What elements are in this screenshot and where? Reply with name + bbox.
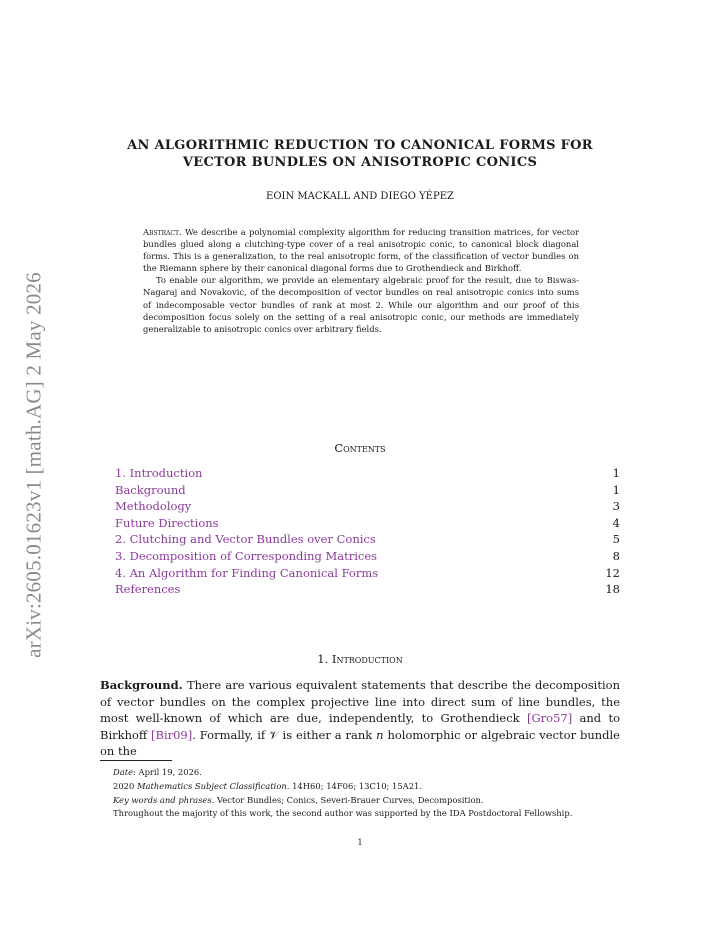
toc-link[interactable]: Future Directions bbox=[115, 515, 219, 530]
abstract-paragraph-2: To enable our algorithm, we provide an elementary algebraic proof for the result, due to Biswas-Nagaraj and Novakovic, of the decomposition of vector bundles on real anisotropic conics into sums of indecomposable vector bundles of rank at most 2. While our algorithm and our proof of this decomposition focus solely on the setting of a real anisotropic conic, our methods are immediately generalizable to anisotropic conics over arbitrary fields. bbox=[143, 275, 579, 334]
toc-page-number: 1 bbox=[612, 466, 620, 480]
toc-link[interactable]: References bbox=[115, 582, 181, 597]
toc-page-number: 4 bbox=[612, 515, 620, 530]
contents-heading: Contents bbox=[334, 441, 386, 455]
footnote-date bbox=[100, 766, 620, 780]
intro-text: . Formally, if 𝒱 is either a rank bbox=[192, 727, 377, 742]
introduction-paragraph bbox=[100, 677, 620, 760]
title-line-1: AN ALGORITHMIC REDUCTION TO CANONICAL FORMS FOR bbox=[127, 138, 593, 153]
keywords-value: Vector Bundles; Conics, Severi-Brauer Curves, Decomposition. bbox=[214, 794, 484, 805]
toc-entry[interactable] bbox=[115, 565, 620, 582]
toc-page-number: 3 bbox=[612, 499, 620, 514]
toc-page-number: 1 bbox=[612, 482, 620, 497]
page-number: 1 bbox=[357, 837, 363, 847]
abstract bbox=[143, 226, 579, 335]
footnote-keywords bbox=[100, 794, 620, 808]
citation-link[interactable]: [Gro57] bbox=[526, 711, 573, 726]
msc-prefix: 2020 bbox=[113, 780, 137, 791]
intro-text: and to Birkhoff bbox=[100, 711, 620, 742]
toc-entry[interactable] bbox=[115, 548, 620, 565]
toc-link[interactable]: 3. Decomposition of Corresponding Matrices bbox=[115, 548, 378, 563]
footnote-rule bbox=[100, 760, 172, 761]
msc-label: Mathematics Subject Classification. bbox=[136, 780, 290, 791]
table-of-contents bbox=[115, 465, 620, 598]
paper-title bbox=[100, 137, 620, 171]
date-label: Date: bbox=[113, 767, 136, 777]
background-label: Background. bbox=[100, 678, 183, 692]
footnote-msc bbox=[100, 780, 620, 794]
toc-page-number: 12 bbox=[605, 565, 620, 580]
keywords-label: Key words and phrases. bbox=[113, 794, 215, 805]
section-heading-introduction: 1. Introduction bbox=[317, 652, 403, 666]
introduction-body bbox=[100, 677, 620, 760]
toc-entry[interactable] bbox=[115, 531, 620, 548]
abstract-text-1: We describe a polynomial complexity algorithm for reducing transition matrices, for vector bundles glued along a clutching-type cover of a real anisotropic conic, to canonical block diagonal forms. This is a generalization, to the real anisotropic form, of the classification of vector bundles on the Riemann sphere by their canonical diagonal forms due to Grothendieck and Birkhoff. bbox=[143, 227, 579, 274]
math-variable: n bbox=[376, 727, 384, 742]
footnote-funding: Throughout the majority of this work, the second author was supported by the IDA Postdoctoral Fellowship. bbox=[113, 808, 573, 819]
abstract-label: Abstract. bbox=[143, 227, 182, 237]
arxiv-identifier-stamp bbox=[14, 245, 54, 685]
toc-entry[interactable] bbox=[115, 515, 620, 532]
toc-entry[interactable] bbox=[115, 465, 620, 482]
toc-link[interactable]: 2. Clutching and Vector Bundles over Conics bbox=[115, 532, 376, 547]
toc-page-number: 8 bbox=[612, 548, 620, 563]
toc-link[interactable]: Methodology bbox=[115, 499, 192, 514]
toc-page-number: 18 bbox=[605, 582, 620, 597]
title-line-2: VECTOR BUNDLES ON ANISOTROPIC CONICS bbox=[182, 155, 538, 170]
citation-link[interactable]: [Bir09] bbox=[151, 727, 193, 742]
date-value: April 19, 2026. bbox=[135, 767, 202, 777]
toc-link[interactable]: 4. An Algorithm for Finding Canonical Forms bbox=[115, 565, 379, 580]
arxiv-identifier: arXiv:2605.01623v1 [math.AG] 2 May 2026 bbox=[21, 272, 46, 658]
toc-page-number: 5 bbox=[612, 532, 620, 547]
toc-link[interactable]: 1. Introduction bbox=[115, 466, 203, 480]
toc-entry[interactable] bbox=[115, 581, 620, 598]
msc-value: 14H60; 14F06; 13C10; 15A21. bbox=[289, 780, 423, 791]
toc-entry[interactable] bbox=[115, 482, 620, 499]
intro-text: There are various equivalent statements that describe the decomposition of vector bundles on the complex projective line into direct sum of line bundles, the most well-known of which are due, independently, to Grothendieck bbox=[100, 678, 620, 726]
authors: EOIN MACKALL AND DIEGO YÉPEZ bbox=[266, 191, 454, 202]
abstract-paragraph-1 bbox=[143, 226, 579, 274]
footnotes bbox=[100, 766, 620, 821]
intro-text: holomorphic or algebraic vector bundle on the bbox=[100, 727, 620, 759]
toc-entry[interactable] bbox=[115, 498, 620, 515]
toc-link[interactable]: Background bbox=[115, 482, 186, 497]
